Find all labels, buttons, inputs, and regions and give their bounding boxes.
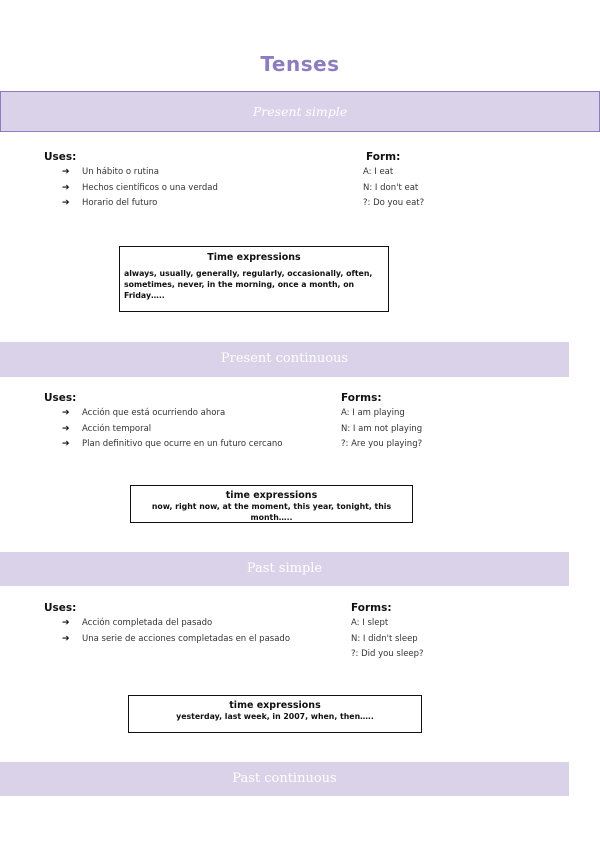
uses-list	[62, 165, 218, 212]
band-title: Past simple	[246, 561, 323, 576]
list-item: ➔ Plan definitivo que ocurre en un futuro cercano	[62, 437, 283, 453]
time-expressions-text: always, usually, generally, regularly, occasionally, often, sometimes, never, in the morning, once a month, on Friday…..	[124, 269, 373, 300]
form-affirmative: A: I slept	[351, 618, 389, 628]
band-title: Past continuous	[232, 771, 337, 786]
arrow-icon: ➔	[62, 633, 70, 644]
forms-label: Form:	[366, 151, 401, 163]
time-expressions-title: time expressions	[225, 490, 318, 501]
list-item: ➔ Hechos científicos o una verdad	[62, 181, 218, 197]
arrow-icon: ➔	[62, 439, 70, 449]
time-expressions-text: yesterday, last week, in 2007, when, then…..	[176, 712, 374, 721]
forms-list	[363, 165, 424, 212]
forms-label: Forms:	[351, 602, 392, 614]
form-question: ?: Do you eat?	[363, 198, 425, 208]
page-title: Tenses	[260, 52, 340, 76]
time-expressions-box	[130, 485, 413, 523]
forms-list	[351, 616, 424, 663]
forms-label: Forms:	[341, 392, 382, 404]
arrow-icon: ➔	[62, 618, 70, 628]
list-item: ➔ Un hábito o rutina	[62, 165, 218, 181]
uses-list	[62, 406, 283, 453]
arrow-icon: ➔	[62, 198, 70, 208]
uses-list	[62, 616, 290, 647]
list-item: ➔ Acción temporal	[62, 422, 283, 438]
list-item: ➔ Acción que está ocurriendo ahora	[62, 406, 283, 422]
form-affirmative: A: I am playing	[341, 408, 405, 418]
time-expressions-box	[128, 695, 422, 733]
section-band-past-continuous	[0, 762, 569, 796]
arrow-icon: ➔	[62, 423, 70, 434]
form-negative: N: I don't eat	[363, 182, 419, 193]
section-band-present-continuous	[0, 342, 569, 377]
section-band-past-simple	[0, 552, 569, 586]
form-question: ?: Did you sleep?	[351, 649, 424, 659]
form-negative: N: I didn't sleep	[351, 633, 418, 644]
band-title: Present continuous	[220, 351, 349, 366]
section-band-present-simple	[0, 91, 600, 132]
uses-label: Uses:	[44, 151, 77, 163]
arrow-icon: ➔	[62, 182, 70, 193]
uses-label: Uses:	[44, 392, 77, 404]
list-item: ➔ Horario del futuro	[62, 196, 218, 212]
list-item: ➔ Una serie de acciones completadas en el pasado	[62, 632, 290, 648]
arrow-icon: ➔	[62, 167, 70, 177]
uses-label: Uses:	[44, 602, 77, 614]
list-item: ➔ Acción completada del pasado	[62, 616, 290, 632]
time-expressions-title: Time expressions	[207, 252, 301, 263]
band-title: Present simple	[252, 104, 348, 119]
arrow-icon: ➔	[62, 408, 70, 418]
time-expressions-text: now, right now, at the moment, this year, tonight, this month…..	[151, 502, 392, 522]
time-expressions-box	[119, 246, 389, 312]
form-negative: N: I am not playing	[341, 423, 423, 434]
forms-list	[341, 406, 422, 453]
form-affirmative: A: I eat	[363, 167, 394, 177]
form-question: ?: Are you playing?	[341, 439, 423, 449]
time-expressions-title: time expressions	[229, 700, 321, 711]
